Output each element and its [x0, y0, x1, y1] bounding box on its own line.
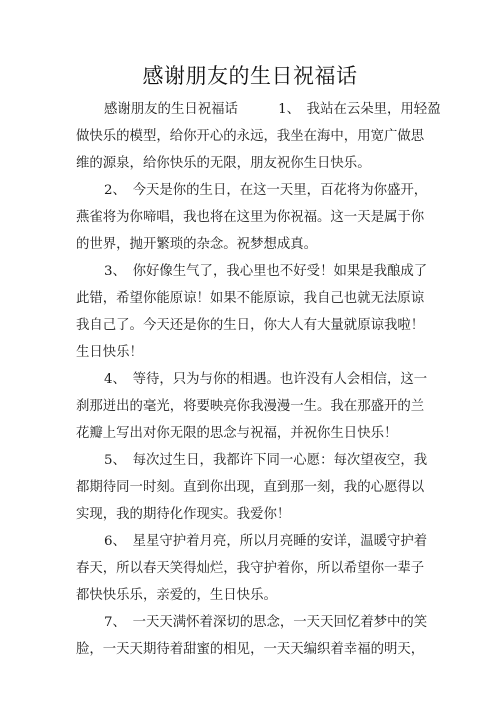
paragraph-line: 生日快乐！	[76, 345, 143, 360]
paragraph-line: 感谢朋友的生日祝福话 1、 我站在云朵里，用轻盈	[104, 102, 441, 117]
paragraph-line: 春天，所以春天笑得灿烂，我守护着你，所以希望你一辈子	[76, 561, 425, 576]
paragraph-line: 此错，希望你能原谅！如果不能原谅，我自己也就无法原谅	[76, 291, 425, 306]
paragraph-line: 刹那迸出的毫光，将要映亮你我漫漫一生。我在那盛开的兰	[76, 399, 425, 414]
paragraph-line: 3、 你好像生气了，我心里也不好受！如果是我酿成了	[104, 264, 428, 279]
paragraph-line: 都快快乐乐，亲爱的，生日快乐。	[76, 588, 277, 603]
paragraph-line: 5、 每次过生日，我都许下同一心愿：每次望夜空，我	[104, 453, 428, 468]
paragraph-line: 实现，我的期待化作现实。我爱你！	[76, 507, 291, 522]
paragraph-line: 花瓣上写出对你无限的思念与祝福，并祝你生日快乐！	[76, 426, 398, 441]
paragraph-line: 7、 一天天满怀着深切的思念，一天天回忆着梦中的笑	[104, 615, 428, 630]
paragraph-line: 燕雀将为你啼唱，我也将在这里为你祝福。这一天是属于你	[76, 210, 425, 225]
paragraph-line: 维的源泉，给你快乐的无限，朋友祝你生日快乐。	[76, 156, 371, 171]
paragraph-line: 做快乐的模型，给你开心的永远，我坐在海中，用宽广做思	[76, 129, 425, 144]
paragraph-line: 的世界，抛开繁琐的杂念。祝梦想成真。	[76, 237, 318, 252]
paragraph-line: 2、 今天是你的生日，在这一天里，百花将为你盛开，	[104, 183, 428, 198]
paragraph-line: 都期待同一时刻。直到你出现，直到那一刻，我的心愿得以	[76, 480, 425, 495]
paragraph-line: 脸，一天天期待着甜蜜的相见，一天天编织着幸福的明天，	[76, 642, 425, 657]
document-title: 感谢朋友的生日祝福话	[142, 64, 358, 88]
paragraph-line: 我自己了。今天还是你的生日，你大人有大量就原谅我啦！	[76, 318, 425, 333]
paragraph-line: 6、 星星守护着月亮，所以月亮睡的安详，温暖守护着	[104, 534, 428, 549]
paragraph-line: 4、 等待，只为与你的相遇。也许没有人会相信，这一	[104, 372, 428, 387]
